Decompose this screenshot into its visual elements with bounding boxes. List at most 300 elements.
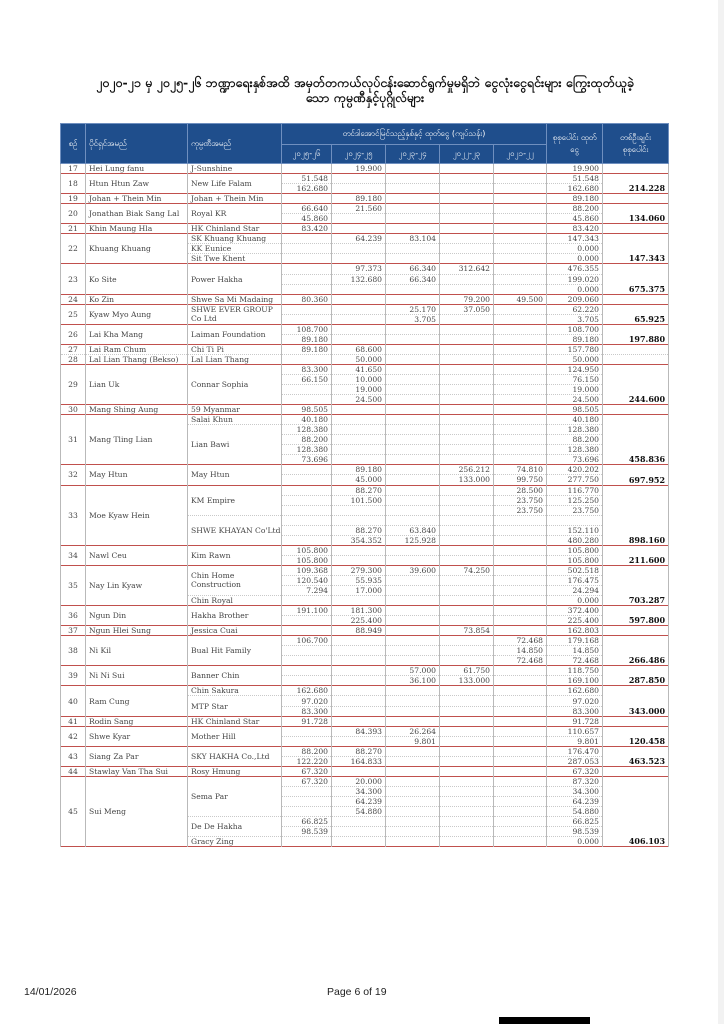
table-row [61,294,669,304]
company-name: Salai Khun [188,415,282,425]
row-total-value: 98.505 [547,405,603,415]
year-value: 21.560 [332,204,386,214]
table-row [61,666,669,676]
col-year-4: ၂၀၂၂-၂၃ [440,145,494,164]
year-value [282,274,332,284]
year-value [440,334,494,344]
year-value: 9.801 [386,736,440,746]
owner-name: Ni Kil [86,636,188,666]
year-value [386,465,440,475]
row-total-value: 118.750 [547,666,603,676]
row-total-value: 62.220 [547,304,603,314]
year-value [440,696,494,706]
year-value [494,535,547,545]
year-value [282,796,332,806]
year-value [386,786,440,796]
year-value: 88.270 [332,485,386,495]
year-value [440,716,494,726]
year-value [440,234,494,244]
year-value [440,344,494,354]
year-value [440,776,494,786]
row-number: 17 [61,164,86,174]
year-value: 279.300 [332,565,386,575]
year-value: 79.200 [440,294,494,304]
year-value: 41.650 [332,364,386,374]
year-value [494,726,547,736]
year-value [494,756,547,766]
year-value [282,596,332,606]
table-row [61,776,669,786]
year-value [440,354,494,364]
year-value [332,304,386,314]
year-value [332,294,386,304]
table-row [61,324,669,334]
row-total-value: 162.803 [547,626,603,636]
year-value [386,405,440,415]
row-total-value: 83.420 [547,224,603,234]
year-value [386,244,440,254]
row-total-value: 24.294 [547,585,603,595]
row-total-value: 66.825 [547,817,603,827]
year-value [386,776,440,786]
year-value: 132.680 [332,274,386,284]
grand-total-value [603,194,669,204]
year-value [494,776,547,786]
year-value [332,455,386,465]
year-value: 24.500 [332,395,386,405]
row-total-value: 152.110 [547,525,603,535]
redaction-bar [499,1017,590,1024]
year-value [494,194,547,204]
year-value [332,515,386,525]
owner-name: May Htun [86,465,188,485]
table-row [61,234,669,244]
year-value [282,354,332,364]
row-number: 32 [61,465,86,485]
year-value [494,545,547,555]
year-value [494,374,547,384]
year-value [332,837,386,847]
year-value [282,736,332,746]
year-value [494,445,547,455]
table-row [61,415,669,425]
row-number: 18 [61,174,86,194]
row-total-value: 73.696 [547,455,603,465]
year-value: 105.800 [282,545,332,555]
row-total-value: 176.475 [547,575,603,585]
year-value: 164.833 [332,756,386,766]
year-value [282,666,332,676]
year-value: 25.170 [386,304,440,314]
year-value: 191.100 [282,606,332,616]
row-total-value: 287.053 [547,756,603,766]
row-total-value: 0.000 [547,244,603,254]
row-total-value: 162.680 [547,184,603,194]
year-value [282,505,332,515]
year-value [332,656,386,666]
grand-total-value: 463.523 [603,746,669,766]
row-number: 28 [61,354,86,364]
year-value [494,214,547,224]
year-value: 26.264 [386,726,440,736]
row-total-value: 105.800 [547,555,603,565]
grand-total-value: 65.925 [603,304,669,324]
year-value [440,616,494,626]
year-value [386,324,440,334]
year-value [332,425,386,435]
year-value [440,525,494,535]
year-value [440,174,494,184]
company-name: Sit Twe Khent [188,254,282,264]
year-value: 225.400 [332,616,386,626]
year-value [494,234,547,244]
year-value: 122.220 [282,756,332,766]
year-value: 66.640 [282,204,332,214]
row-number: 41 [61,716,86,726]
year-value [440,284,494,294]
year-value [332,505,386,515]
year-value [386,374,440,384]
grand-total-value: 287.850 [603,666,669,686]
row-total-value: 3.705 [547,314,603,324]
disbursement-table [60,123,669,847]
company-name: KK Eunice [188,244,282,254]
year-value: 39.600 [386,565,440,575]
year-value [440,596,494,606]
owner-name: Stawlay Van Tha Sui [86,766,188,776]
year-value [494,575,547,585]
row-total-value: 91.728 [547,716,603,726]
row-total-value: 45.860 [547,214,603,224]
year-value [386,807,440,817]
company-name: May Htun [188,465,282,485]
table-row [61,485,669,495]
year-value [494,284,547,294]
row-number: 44 [61,766,86,776]
row-total-value: 83.300 [547,706,603,716]
year-value [386,224,440,234]
year-value [440,756,494,766]
year-value [386,626,440,636]
row-total-value: 124.950 [547,364,603,374]
row-total-value: 480.280 [547,535,603,545]
row-total-value: 40.180 [547,415,603,425]
year-value [282,194,332,204]
grand-total-value [603,716,669,726]
year-value [440,656,494,666]
year-value [282,314,332,324]
year-value [494,334,547,344]
year-value [386,214,440,224]
row-total-value: 176.470 [547,746,603,756]
year-value [440,395,494,405]
year-value [440,606,494,616]
row-total-value [547,515,603,525]
year-value: 37.050 [440,304,494,314]
year-value [494,606,547,616]
year-value: 106.700 [282,636,332,646]
year-value [386,817,440,827]
year-value [332,254,386,264]
row-total-value: 98.539 [547,827,603,837]
year-value: 7.294 [282,585,332,595]
year-value [282,284,332,294]
row-total-value: 23.750 [547,505,603,515]
row-total-value: 97.020 [547,696,603,706]
year-value [386,204,440,214]
grand-total-value: 134.060 [603,204,669,224]
year-value [386,616,440,626]
year-value [332,636,386,646]
row-total-value: 89.180 [547,334,603,344]
table-row [61,174,669,184]
row-total-value: 0.000 [547,596,603,606]
year-value: 67.320 [282,776,332,786]
year-value [440,385,494,395]
year-value [440,686,494,696]
row-total-value: 24.500 [547,395,603,405]
year-value: 63.840 [386,525,440,535]
year-value [386,596,440,606]
year-value [282,525,332,535]
year-value: 83.420 [282,224,332,234]
year-value: 91.728 [282,716,332,726]
year-value: 72.468 [494,636,547,646]
row-number: 45 [61,776,86,846]
row-total-value: 372.400 [547,606,603,616]
year-value: 3.705 [386,314,440,324]
company-name: Sema Par [188,776,282,816]
year-value: 125.928 [386,535,440,545]
year-value [494,344,547,354]
grand-total-value [603,224,669,234]
year-value [282,616,332,626]
year-value [332,284,386,294]
company-name: HK Chinland Star [188,716,282,726]
year-value [386,796,440,806]
footer-date: 14/01/2026 [24,986,77,998]
year-value [440,184,494,194]
year-value: 67.320 [282,766,332,776]
owner-name: Hei Lung fanu [86,164,188,174]
year-value: 66.150 [282,374,332,384]
company-name: Mother Hill [188,726,282,746]
year-value [386,646,440,656]
year-value: 55.935 [332,575,386,585]
year-value [440,324,494,334]
year-value [440,435,494,445]
year-value [386,686,440,696]
owner-name: Lian Uk [86,364,188,404]
year-value: 83.300 [282,706,332,716]
col-year-1: ၂၀၂၅-၂၆ [282,145,332,164]
year-value: 181.300 [332,606,386,616]
year-value: 68.600 [332,344,386,354]
year-value [440,545,494,555]
year-value [386,344,440,354]
year-value [282,475,332,485]
row-total-value: 0.000 [547,284,603,294]
year-value [494,696,547,706]
row-total-value: 108.700 [547,324,603,334]
year-value [494,204,547,214]
grand-total-value [603,354,669,364]
year-value [494,676,547,686]
year-value: 88.200 [282,746,332,756]
year-value [494,706,547,716]
table-row [61,405,669,415]
company-name: Bual Hit Family [188,636,282,666]
row-total-value: 88.200 [547,435,603,445]
col-owner: ပိုင်ရှင်အမည် [86,124,188,164]
year-value: 80.360 [282,294,332,304]
year-value [494,395,547,405]
row-total-value: 125.250 [547,495,603,505]
table-row [61,626,669,636]
row-number: 26 [61,324,86,344]
year-value [282,164,332,174]
year-value: 88.270 [332,746,386,756]
year-value: 101.500 [332,495,386,505]
year-value: 61.750 [440,666,494,676]
document-title: ၂၀၂၀-၂၁ မှ ၂၀၂၅-၂၆ ဘဏ္ဍာရေးနှစ်အထိ အမှတ်တကယ်လုပ်ငန်းဆောင်ရွက်မှုမရှိဘဲ ငွေလုံးငွေရင်းများ ကြွေးထုတ်ယူခဲ့သော ကုမ္ပဏီနှင့်ပုဂ္ဂိုလ်များ [96,75,634,105]
year-value: 40.180 [282,415,332,425]
company-name: SHWE KHAYAN Co'Ltd [188,515,282,545]
year-value [440,405,494,415]
year-value [494,425,547,435]
grand-total-value: 120.458 [603,726,669,746]
year-value: 57.000 [386,666,440,676]
year-value [332,736,386,746]
row-number: 27 [61,344,86,354]
row-number: 37 [61,626,86,636]
row-number: 30 [61,405,86,415]
year-value [332,435,386,445]
owner-name: Lai Kha Mang [86,324,188,344]
year-value [494,616,547,626]
year-value [440,575,494,585]
year-value [494,837,547,847]
row-number: 36 [61,606,86,626]
year-value: 50.000 [332,354,386,364]
year-value: 36.100 [386,676,440,686]
year-value [440,224,494,234]
year-value [440,314,494,324]
year-value [386,294,440,304]
year-value [386,636,440,646]
year-value [494,555,547,565]
year-value [386,184,440,194]
grand-total-value: 343.000 [603,686,669,716]
owner-name: Ngun Hlei Sung [86,626,188,636]
row-total-value: 209.060 [547,294,603,304]
col-grand-total: တစ်ဦးချင်း စုစုပေါင်း [603,124,669,164]
company-name: Laiman Foundation [188,324,282,344]
owner-name: Khuang Khuang [86,234,188,264]
year-value [440,786,494,796]
year-value [332,817,386,827]
year-value [332,184,386,194]
year-value [282,807,332,817]
owner-name: Nay Lin Kyaw [86,565,188,605]
grand-total-value [603,766,669,776]
year-value [386,194,440,204]
year-value [494,827,547,837]
year-value [386,515,440,525]
year-value [282,495,332,505]
row-total-value: 225.400 [547,616,603,626]
year-value [440,726,494,736]
year-value [386,585,440,595]
company-name: Lal Lian Thang [188,354,282,364]
year-value [386,415,440,425]
year-value: 10.000 [332,374,386,384]
company-name: J-Sunshine [188,164,282,174]
year-value: 89.180 [282,334,332,344]
year-value: 97.020 [282,696,332,706]
year-value: 45.860 [282,214,332,224]
year-value: 88.270 [332,525,386,535]
year-value [332,827,386,837]
year-value [332,716,386,726]
year-value: 133.000 [440,676,494,686]
year-value [386,656,440,666]
table-row [61,766,669,776]
row-total-value: 50.000 [547,354,603,364]
year-value [494,585,547,595]
grand-total-value: 244.600 [603,364,669,404]
company-name: MTP Star [188,696,282,716]
table-row [61,716,669,726]
year-value: 74.250 [440,565,494,575]
year-value [332,676,386,686]
table-row [61,746,669,756]
year-value [332,696,386,706]
table-row [61,204,669,214]
year-value [282,656,332,666]
year-value [386,606,440,616]
year-value: 83.300 [282,364,332,374]
year-value [494,515,547,525]
year-value [332,244,386,254]
year-value: 89.180 [332,465,386,475]
year-value: 88.200 [282,435,332,445]
row-total-value: 88.200 [547,204,603,214]
row-number: 22 [61,234,86,264]
year-value [440,244,494,254]
year-value [332,545,386,555]
year-value [386,284,440,294]
year-value: 162.680 [282,686,332,696]
owner-name: Moe Kyaw Hein [86,485,188,545]
year-value [386,174,440,184]
col-no: စဉ် [61,124,86,164]
table-row [61,686,669,696]
year-value [494,324,547,334]
grand-total-value [603,344,669,354]
page-indicator: Page 6 of 19 [327,986,387,998]
year-value: 83.104 [386,234,440,244]
year-value [282,676,332,686]
year-value [494,274,547,284]
year-value: 66.340 [386,274,440,284]
year-value [386,164,440,174]
year-value [332,706,386,716]
year-value: 51.548 [282,174,332,184]
owner-name: Ram Cung [86,686,188,716]
grand-total-value: 597.800 [603,606,669,626]
grand-total-value: 266.486 [603,636,669,666]
